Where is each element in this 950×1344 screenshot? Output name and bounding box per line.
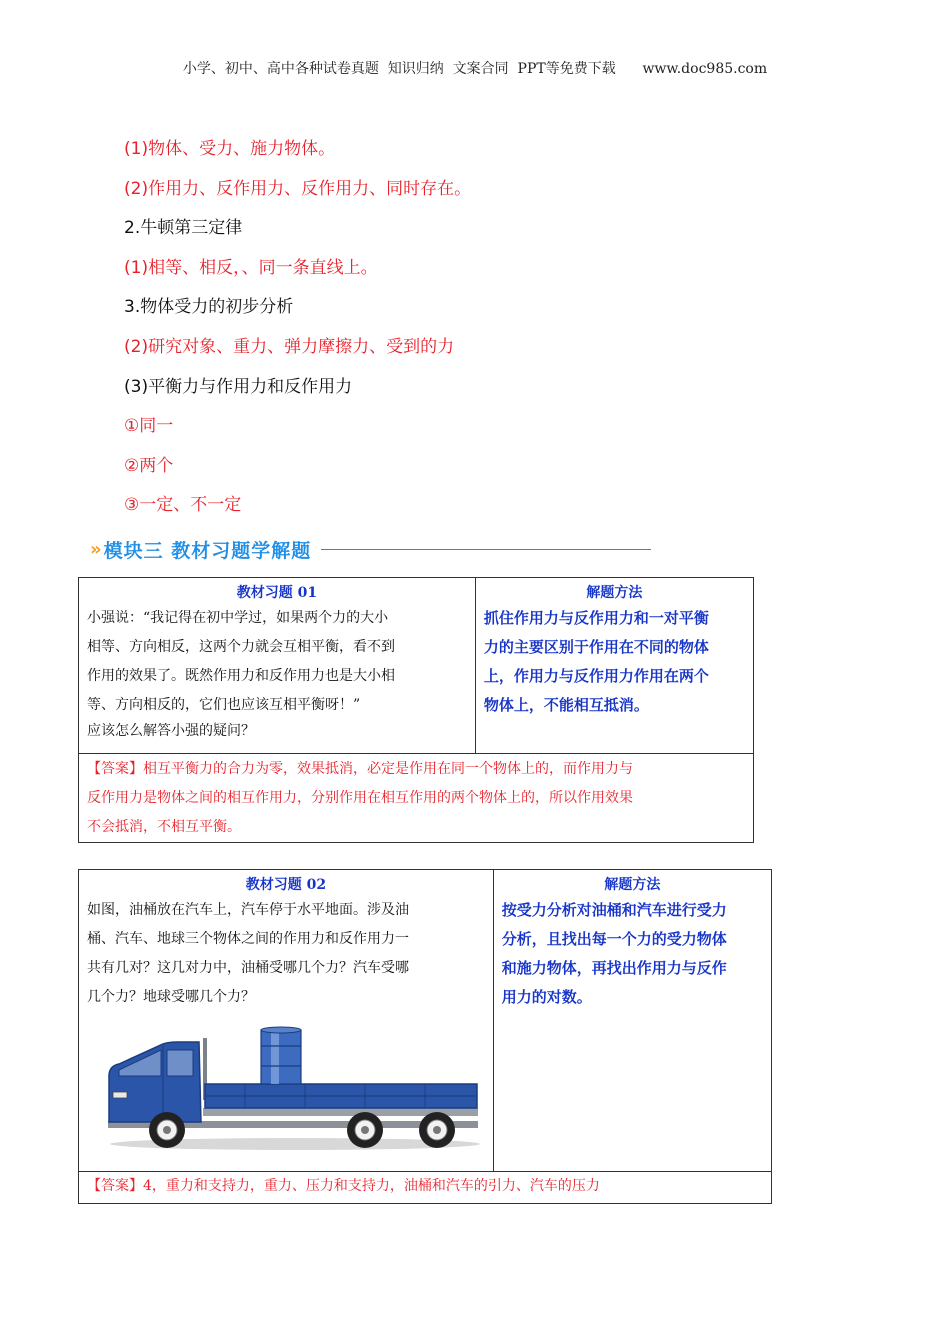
ex2-q-line: 如图，油桶放在汽车上，汽车停于水平地面。涉及油 — [87, 902, 409, 918]
ex1-method-cell — [475, 578, 753, 754]
line-5: 3.物体受力的初步分析 — [124, 297, 294, 317]
ex1-q-line: 小强说：“我记得在初中学过，如果两个力的大小 — [87, 610, 389, 626]
ex1-q-line: 相等、方向相反，这两个力就会互相平衡，看不到 — [87, 639, 395, 655]
line-6: (2)研究对象、重力、弹力摩擦力、受到的力 — [124, 337, 455, 357]
ex2-question — [79, 896, 493, 1012]
ex2-method-title: 解题方法 — [604, 877, 661, 893]
double-chevron-icon: » — [90, 538, 98, 560]
ex2-q-line: 几个力？地球受哪几个力？ — [87, 989, 255, 1005]
exercise-01-table — [78, 577, 754, 843]
ex2-answer-cell — [79, 1172, 772, 1204]
ex2-answer-tag: 【答案】 — [87, 1178, 143, 1194]
ex2-q-line: 桶、汽车、地球三个物体之间的作用力和反作用力一 — [87, 931, 409, 947]
ex2-answer-text: 4，重力和支持力，重力、压力和支持力，油桶和汽车的引力、汽车的压力 — [143, 1178, 600, 1194]
ex1-a-line: 不会抵消，不相互平衡。 — [87, 819, 241, 835]
ex1-q-line: 应该怎么解答小强的疑问？ — [87, 723, 255, 739]
ex1-q-line: 等、方向相反的，它们也应该互相平衡呀！” — [87, 697, 361, 713]
ex1-a-line: 反作用力是物体之间的相互作用力，分别作用在相互作用的两个物体上的，所以作用效果 — [87, 790, 633, 806]
ex1-a-line: 相互平衡力的合力为零，效果抵消，必定是作用在同一个物体上的，而作用力与 — [143, 761, 633, 777]
ex2-method — [494, 896, 771, 1012]
ex1-answer-cell — [79, 754, 754, 843]
line-10: ③一定、不一定 — [124, 495, 242, 515]
line-4: (1)相等、相反，、同一条直线上。 — [124, 258, 378, 278]
ex1-answer — [79, 754, 753, 842]
ex1-answer-tag: 【答案】 — [87, 761, 143, 777]
line-9: ②两个 — [124, 456, 174, 476]
section-title-text: 模块三 教材习题学解题 — [103, 539, 312, 562]
ex1-m-line: 力的主要区别于作用在不同的物体 — [483, 638, 709, 656]
ex2-method-cell — [493, 870, 771, 1172]
ex2-question-cell — [79, 870, 494, 1172]
ex1-m-line: 上，作用力与反作用力作用在两个 — [483, 667, 709, 685]
ex2-m-line: 分析，且找出每一个力的受力物体 — [501, 930, 727, 948]
exercise-02-table — [78, 869, 772, 1204]
ex1-method-title: 解题方法 — [586, 585, 643, 601]
page-header: 小学、初中、高中各种试卷真题 知识归纳 文案合同 PPT等免费下载 www.doc985.com — [182, 61, 768, 77]
ex2-m-line: 和施力物体，再找出作用力与反作 — [501, 959, 727, 977]
ex1-m-line: 物体上，不能相互抵消。 — [483, 696, 649, 714]
line-8: ①同一 — [124, 416, 174, 436]
ex1-method — [476, 604, 753, 720]
ex1-title: 教材习题 01 — [236, 585, 318, 601]
ex1-q-line: 作用的效果了。既然作用力和反作用力也是大小相 — [87, 668, 395, 684]
ex1-question-cell — [79, 578, 476, 754]
line-1: (1)物体、受力、施力物体。 — [124, 139, 336, 159]
ex1-m-line: 抓住作用力与反作用力和一对平衡 — [483, 609, 709, 627]
ex2-m-line: 用力的对数。 — [501, 988, 592, 1006]
truck-with-oil-drum-icon — [105, 1026, 485, 1156]
ex2-m-line: 按受力分析对油桶和汽车进行受力 — [501, 901, 727, 919]
ex2-q-line: 共有几对？这几对力中，油桶受哪几个力？汽车受哪 — [87, 960, 409, 976]
ex2-answer — [79, 1172, 771, 1201]
ex1-question — [79, 604, 475, 742]
ex2-title: 教材习题 02 — [245, 877, 327, 893]
line-7: (3)平衡力与作用力和反作用力 — [124, 377, 353, 397]
line-2: (2)作用力、反作用力、反作用力、同时存在。 — [124, 179, 472, 199]
section-rule — [321, 549, 651, 550]
section-title — [90, 534, 651, 564]
line-3: 2.牛顿第三定律 — [124, 218, 243, 238]
